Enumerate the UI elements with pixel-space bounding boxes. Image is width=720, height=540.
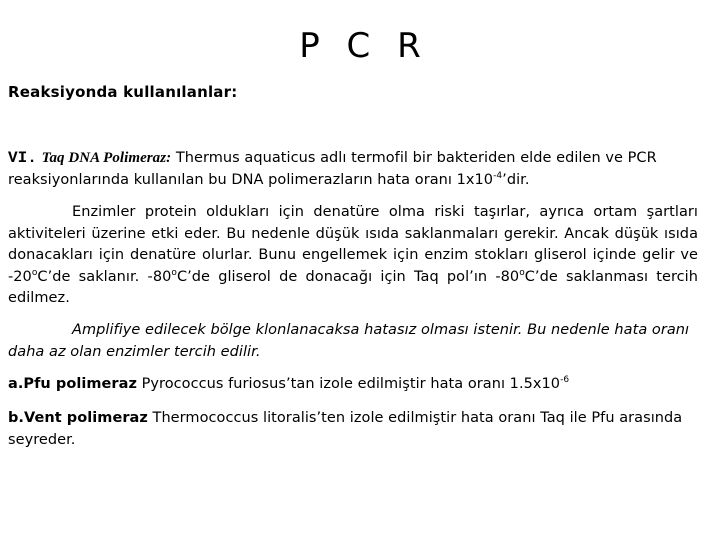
taq-error-exponent: -4	[493, 170, 503, 181]
taq-enzyme-name: Taq DNA Polimeraz:	[41, 150, 172, 166]
vent-item	[8, 408, 698, 451]
storage-paragraph	[8, 202, 698, 310]
storage-text-part3: C’de gliserol de donacağı için Taq pol’ın -80	[176, 268, 520, 285]
taq-section	[8, 148, 698, 191]
storage-text-part1: Enzimler protein oldukları için denatüre olma riski taşırlar, ayrıca ortam şartları aktiviteleri üzerine etki eder. Bu nedenle düşük ısıda saklanmaları gerekir. Ancak düşük ısıda donacakları için denatüre olurlar. Bunu engellemek için enzim stokları gliserol içinde gelir ve -20	[8, 204, 698, 285]
degree-sign: o	[171, 267, 177, 278]
slide-title: P C R	[299, 26, 429, 66]
taq-description-tail: ’dir.	[502, 171, 530, 188]
pfu-text: Pyrococcus furiosus’tan izole edilmiştir hata oranı 1.5x10	[141, 376, 561, 392]
taq-description: Thermus aquaticus adlı termofil bir bakteriden elde edilen ve PCR reaksiyonlarında kullanılan bu DNA polimerazların hata oranı 1x10	[8, 150, 657, 188]
vent-label: b.Vent polimeraz	[8, 410, 148, 426]
section-number: VI.	[8, 149, 37, 167]
pfu-item	[8, 374, 698, 396]
degree-sign: o	[519, 267, 525, 278]
slide-subtitle: Reaksiyonda kullanılanlar:	[8, 83, 238, 101]
amplify-paragraph	[8, 320, 698, 363]
storage-text-part2: C’de saklanır. -80	[37, 268, 172, 285]
pfu-error-exponent: -6	[560, 375, 570, 386]
amplify-text: Amplifiye edilecek bölge klonlanacaksa hatasız olması istenir. Bu nedenle hata oranı daha az olan enzimler tercih edilir.	[8, 322, 690, 360]
storage-text-part4: C’de saklanması tercih edilmez.	[8, 268, 698, 306]
degree-sign: o	[31, 267, 38, 278]
pfu-label: a.Pfu polimeraz	[8, 376, 137, 392]
vent-text: Thermococcus litoralis’ten izole edilmiştir hata oranı Taq ile Pfu arasında seyreder.	[8, 410, 683, 448]
